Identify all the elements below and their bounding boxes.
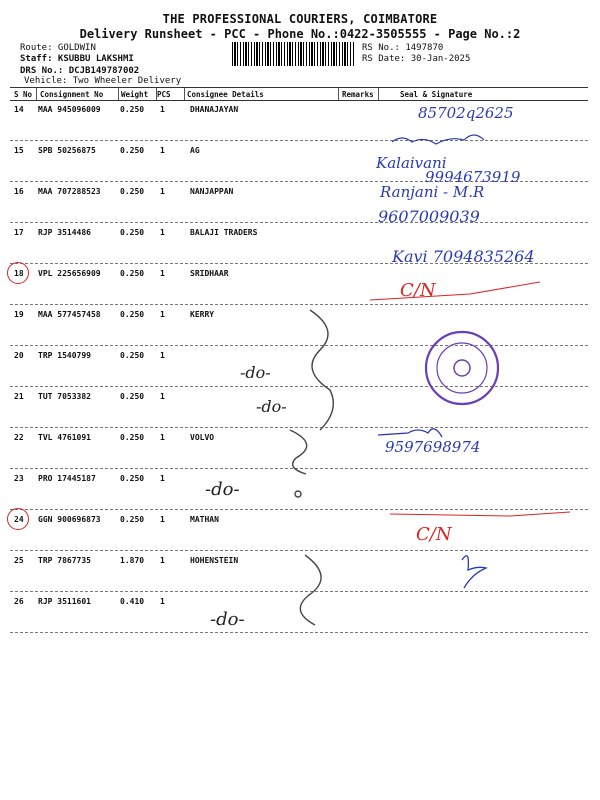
- red-underline: [390, 512, 570, 516]
- signature-row-16: Ranjani - M.R: [380, 183, 485, 201]
- col-header-remarks: Remarks: [342, 90, 374, 99]
- consignment-number: PRO 17445187: [38, 474, 96, 483]
- pieces: 1: [160, 187, 165, 196]
- signature-row-17: Kavi 7094835264: [392, 247, 535, 266]
- bracket-mark: [300, 555, 321, 625]
- red-underline: [370, 282, 540, 300]
- weight: 0.250: [120, 146, 145, 155]
- consignee-name: VOLVO: [190, 433, 215, 442]
- bracket-mark: [290, 430, 307, 474]
- pieces: 1: [160, 310, 165, 319]
- pieces: 1: [160, 105, 165, 114]
- serial-number: 16: [14, 187, 24, 196]
- consignment-number: TRP 1540799: [38, 351, 91, 360]
- col-header-pcs: PCS: [157, 90, 171, 99]
- cn-mark-18: C/N: [400, 280, 436, 301]
- company-title: THE PROFESSIONAL COURIERS, COIMBATORE: [162, 12, 438, 26]
- weight: 0.250: [120, 351, 145, 360]
- weight: 0.250: [120, 392, 145, 401]
- runsheet-subtitle: Delivery Runsheet - PCC - Phone No.:0422-3505555 - Page No.:2: [79, 27, 521, 41]
- serial-number: 20: [14, 351, 24, 360]
- vehicle-label: Vehicle: Two Wheeler Delivery: [24, 76, 182, 86]
- ditto-mark: -do-: [256, 397, 287, 416]
- ditto-mark: -do-: [240, 363, 271, 382]
- consignment-number: RJP 3514486: [38, 228, 91, 237]
- pieces: 1: [160, 597, 165, 606]
- consignee-name: AG: [190, 146, 200, 155]
- col-header-consignee: Consignee Details: [187, 90, 264, 99]
- col-header-consignment: Consignment No: [40, 90, 104, 99]
- consignee-name: BALAJI TRADERS: [190, 228, 258, 237]
- phone-row-16: 9607009039: [378, 207, 480, 226]
- pieces: 1: [160, 228, 165, 237]
- consignee-name: MATHAN: [190, 515, 219, 524]
- weight: 0.250: [120, 474, 145, 483]
- serial-number: 19: [14, 310, 24, 319]
- cn-mark-24: C/N: [416, 524, 452, 545]
- consignment-number: MAA 945096009: [38, 105, 101, 114]
- weight: 0.250: [120, 269, 145, 278]
- bracket-mark: [310, 310, 333, 430]
- serial-number: 14: [14, 105, 24, 114]
- weight: 1.870: [120, 556, 145, 565]
- seal-stamp: [426, 332, 498, 404]
- route-label: Route: GOLDWIN: [20, 43, 96, 53]
- consignee-name: KERRY: [190, 310, 215, 319]
- consignment-number: VPL 225656909: [38, 269, 101, 278]
- consignment-number: TVL 4761091: [38, 433, 91, 442]
- consignee-name: NANJAPPAN: [190, 187, 234, 196]
- serial-number: 25: [14, 556, 24, 565]
- consignment-number: TUT 7053382: [38, 392, 91, 401]
- consignment-number: MAA 707288523: [38, 187, 101, 196]
- weight: 0.250: [120, 433, 145, 442]
- col-header-weight: Weight: [121, 90, 149, 99]
- drs-label: DRS No.: DCJB149787002: [20, 66, 140, 76]
- pieces: 1: [160, 474, 165, 483]
- serial-number: 15: [14, 146, 24, 155]
- col-header-sno: S No: [14, 90, 33, 99]
- serial-number: 24: [14, 515, 24, 524]
- weight: 0.410: [120, 597, 145, 606]
- signature-scribble: [392, 135, 484, 144]
- pieces: 1: [160, 146, 165, 155]
- pieces: 1: [160, 269, 165, 278]
- pieces: 1: [160, 351, 165, 360]
- consignment-number: MAA 577457458: [38, 310, 101, 319]
- rs-number: RS No.: 1497870: [362, 43, 444, 53]
- signature-scribble: [378, 429, 442, 437]
- consignment-number: TRP 7867735: [38, 556, 91, 565]
- weight: 0.250: [120, 187, 145, 196]
- weight: 0.250: [120, 515, 145, 524]
- signature-row-15: Kalaivani: [376, 154, 447, 172]
- pieces: 1: [160, 556, 165, 565]
- consignee-name: HOHENSTEIN: [190, 556, 239, 565]
- pieces: 1: [160, 392, 165, 401]
- phone-row-22: 9597698974: [385, 438, 481, 456]
- weight: 0.250: [120, 228, 145, 237]
- consignee-name: DHANAJAYAN: [190, 105, 239, 114]
- signature-scribble: [462, 556, 486, 588]
- serial-number: 23: [14, 474, 24, 483]
- col-header-seal: Seal & Signature: [400, 90, 473, 99]
- consignment-number: GGN 900696873: [38, 515, 101, 524]
- serial-number: 17: [14, 228, 24, 237]
- consignment-number: RJP 3511601: [38, 597, 91, 606]
- staff-label: Staff: KSUBBU LAKSHMI: [20, 54, 134, 64]
- ditto-mark: -do-: [205, 479, 240, 500]
- serial-number: 21: [14, 392, 24, 401]
- weight: 0.250: [120, 310, 145, 319]
- pieces: 1: [160, 515, 165, 524]
- consignee-name: SRIDHAAR: [190, 269, 229, 278]
- consignment-number: SPB 50256875: [38, 146, 96, 155]
- phone-row-15: 9994673919: [425, 168, 521, 186]
- pieces: 1: [160, 433, 165, 442]
- signature-row-14: 85702q2625: [418, 104, 514, 122]
- rs-date: RS Date: 30-Jan-2025: [362, 54, 471, 64]
- ditto-mark: -do-: [210, 609, 245, 630]
- weight: 0.250: [120, 105, 145, 114]
- serial-number: 18: [14, 269, 24, 278]
- serial-number: 26: [14, 597, 24, 606]
- serial-number: 22: [14, 433, 24, 442]
